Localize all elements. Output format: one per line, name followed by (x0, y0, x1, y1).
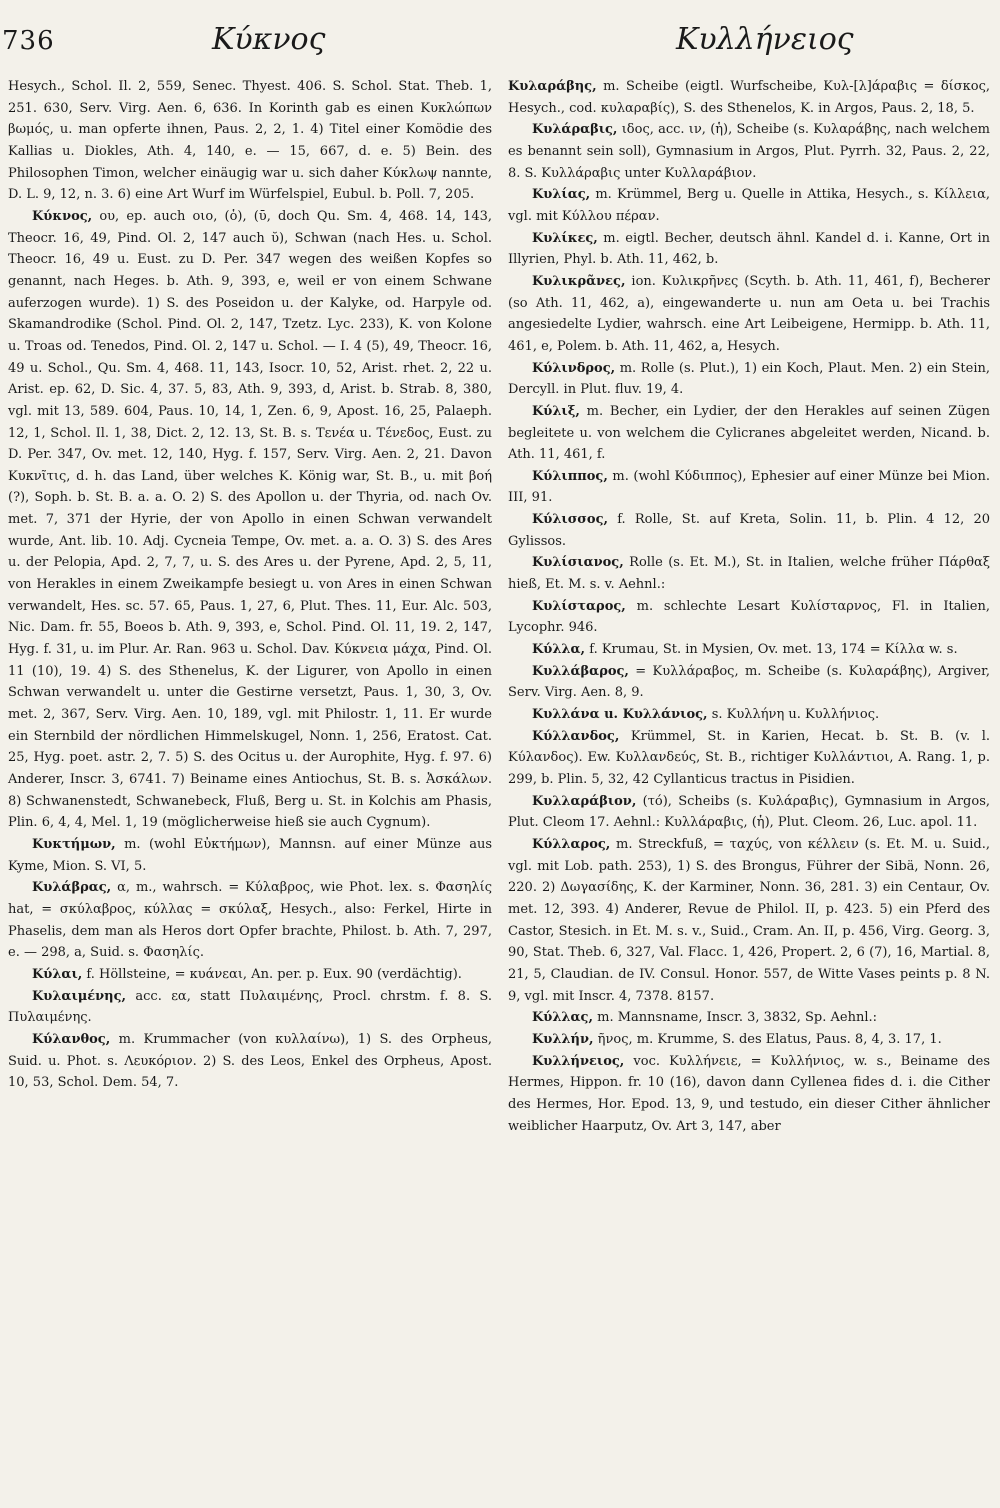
dictionary-entry (508, 271, 990, 358)
entry-text: acc. εα, statt Πυλαιμένης, Procl. chrstm. f. 8. S. Πυλαιμένης. (8, 988, 492, 1026)
entry-headword: Κυλλήν, (532, 1031, 594, 1047)
entry-text: (τό), Scheibs (s. Κυλάραβις), Gymnasium in Argos, Plut. Cleom 17. Aehnl.: Κυλλάραβις, (ἡ), Plut. Cleom. 26, Luc. apol. 11. (508, 793, 990, 831)
entry-text: f. Höllsteine, = κυάνεαι, An. per. p. Eux. 90 (verdächtig). (82, 966, 462, 982)
dictionary-entry (8, 834, 492, 877)
entry-headword: Κυλλάβαρος, (532, 663, 629, 679)
entry-text: = Κυλλάραβος, m. Scheibe (s. Κυλαράβης), Argiver, Serv. Virg. Aen. 8, 9. (508, 663, 990, 701)
entry-text: ου, ep. auch οιο, (ὁ), (ῡ, doch Qu. Sm. 4, 468. 14, 143, Theocr. 16, 49, Pind. Ol. 2, 147 auch ῠ), Schwan (nach Hes. u. Schol. Theocr. 16, 49 u. Eust. zu D. Per. 347 wegen des weißen Kopfes so genannt, nach Heges. b. Ath. 9, 393, e, weil er von einem Schwane auferzogen wurde). 1) S. des Poseidon u. der Kalyke, od. Harpyle od. Skamandrodike (Schol. Pind. Ol. 2, 147, Tzetz. Lyc. 233), K. von Kolone u. Troas od. Tenedos, Pind. Ol. 2, 147 u. Schol. — I. 4 (5), 49, Theocr. 16, 49 u. Schol., Qu. Sm. 4, 468. 11, 143, Isocr. 10, 52, Arist. rhet. 2, 22 u. Arist. ep. 62, D. Sic. 4, 37. 5, 83, Ath. 9, 393, d, Arist. b. Strab. 8, 380, vgl. mit 13, 589. 604, Paus. 10, 14, 1, Zen. 6, 9, Apost. 16, 25, Palaeph. 12, 1, Schol. Il. 1, 38, Dict. 2, 12. 13, St. B. s. Τενέα u. Τένεδος, Eust. zu D. Per. 347, Ov. met. 12, 140, Hyg. f. 157, Serv. Virg. Aen. 2, 21. Davon Κυκνῖτις, d. h. das Land, über welches K. König war, St. B., u. mit βοή (?), Soph. b. St. B. a. a. O. 2) S. des Apollon u. der Thyria, od. nach Ov. met. 7, 371 der Hyrie, der von Apollo in einen Schwan verwandelt wurde, Ant. lib. 10. Adj. Cycneia Tempe, Ov. met. a. a. O. 3) S. des Ares u. der Pelopia, Apd. 2, 7, 7, u. S. des Ares u. der Pyrene, Apd. 2, 5, 11, von Herakles in einem Zweikampfe besiegt u. von Ares in einen Schwan verwandelt, Hes. sc. 57. 65, Paus. 1, 27, 6, Plut. Thes. 11, Eur. Alc. 503, Nic. Dam. fr. 55, Boeos b. Ath. 9, 393, e, Schol. Pind. Ol. 11, 19. 2, 147, Hyg. f. 31, u. im Plur. Ar. Ran. 963 u. Schol. Dav. Κύκνεια μάχα, Pind. Ol. 11 (10), 19. 4) S. des Sthenelus, K. der Ligurer, von Apollo in einen Schwan verwandelt u. unter die Gestirne versetzt, Paus. 1, 30, 3, Ov. met. 2, 367, Serv. Virg. Aen. 10, 189, vgl. mit Philostr. 1, 11. Er wurde ein Sternbild der nördlichen Himmelskugel, Nonn. 1, 256, Eratost. Cat. 25, Hyg. poet. astr. 2, 7. 5) S. des Ocitus u. der Aurophite, Hyg. f. 97. 6) Anderer, Inscr. 3, 6741. 7) Beiname eines Antiochus, St. B. s. Ἀσκάλων. 8) Schwanenstedt, Schwanebeck, Fluß, Berg u. St. in Kolchis am Phasis, Plin. 6, 4, 4, Mel. 1, 19 (möglicherweise hieß sie auch Cygnum). (8, 208, 492, 831)
dictionary-entry (508, 791, 990, 834)
dictionary-entry (508, 596, 990, 639)
entry-text: m. Mannsname, Inscr. 3, 3832, Sp. Aehnl.: (593, 1010, 877, 1026)
dictionary-entry (508, 552, 990, 595)
entry-headword: Κυλικρᾶνες, (532, 273, 626, 289)
entry-text: ῆνος, m. Krumme, S. des Elatus, Paus. 8, 4, 3. 17, 1. (593, 1031, 942, 1047)
entry-text: s. Κυλλήνη u. Κυλλήνιος. (707, 707, 880, 723)
entry-headword: Κυλάβρας, (32, 880, 112, 896)
dictionary-entry (508, 76, 990, 119)
entry-text: m. Becher, ein Lydier, der den Herakles auf seinen Zügen begleitete u. von welchem die Cylicranes abgeleitet werden, Nicand. b. Ath. 11, 461, f. (508, 403, 990, 463)
dictionary-entry (508, 834, 990, 1007)
entry-text: m. (wohl Κύδιππος), Ephesier auf einer Münze bei Mion. III, 91. (508, 468, 990, 506)
entry-headword: Κύλλα, (532, 642, 586, 658)
entry-text: m. Krummacher (von κυλλαίνω), 1) S. des Orpheus, Suid. u. Phot. s. Λευκόριον. 2) S. des Leos, Enkel des Orpheus, Apost. 10, 53, Schol. Dem. 54, 7. (8, 1031, 492, 1091)
entry-headword: Κύλαι, (32, 966, 83, 982)
dictionary-entry (508, 661, 990, 704)
dictionary-entry (8, 206, 492, 834)
dictionary-entry (508, 358, 990, 401)
entry-text: m. schlechte Lesart Κυλίσταρνος, Fl. in Italien, Lycophr. 946. (508, 598, 990, 636)
entry-text: ion. Κυλικρῆνες (Scyth. b. Ath. 11, 461, f), Becherer (so Ath. 11, 462, a), eingewanderte u. nun am Oeta u. bei Trachis angesiedelte Lydier, wahrsch. eine Art Leibeigene, Hermipp. b. Ath. 11, 461, e, Polem. b. Ath. 11, 462, a, Hesych. (508, 273, 990, 354)
entry-headword: Κύλλανδος, (532, 728, 620, 744)
entry-text: m. eigtl. Becher, deutsch ähnl. Kandel d. i. Kanne, Ort in Illyrien, Phyl. b. Ath. 11, 462, b. (508, 230, 990, 268)
entry-text: m. Scheibe (eigtl. Wurfscheibe, Κυλ-[λ]άραβις = δίσκος, Hesych., cod. κυλαραβίς), S. des Sthenelos, K. in Argos, Paus. 2, 18, 5. (508, 79, 990, 116)
dictionary-entry (8, 986, 492, 1029)
dictionary-entry (508, 119, 990, 184)
entry-text: f. Rolle, St. auf Kreta, Solin. 11, b. Plin. 4 12, 20 Gylissos. (508, 512, 990, 549)
dictionary-entry (508, 1029, 990, 1051)
entry-text: m. Krümmel, Berg u. Quelle in Attika, Hesych., s. Κίλλεια, vgl. mit Κύλλου πέραν. (508, 187, 990, 224)
dictionary-entry (508, 704, 990, 726)
entry-headword: Κύλινδρος, (532, 360, 616, 376)
dictionary-entry (8, 877, 492, 964)
dictionary-entry (8, 1029, 492, 1094)
dictionary-entry (508, 228, 990, 271)
entry-headword: Κυλαιμένης, (32, 988, 127, 1004)
entry-text: f. Krumau, St. in Mysien, Ov. met. 13, 174 = Κίλλα w. s. (585, 642, 958, 658)
dictionary-entry (508, 184, 990, 227)
entry-text: voc. Κυλλήνειε, = Κυλλήνιος, w. s., Beiname des Hermes, Hippon. fr. 10 (16), davon dann Cyllenea fides d. i. die Cither des Hermes, Hor. Epod. 13, 9, und testudo, ein dieser Cither ähnlicher weiblicher Haarputz, Ov. Art 3, 147, aber (508, 1053, 990, 1134)
entry-text: m. Streckfuß, = ταχύς, von κέλλειν (s. Et. M. u. Suid., vgl. mit Lob. path. 253), 1) S. des Brongus, Führer der Sibä, Nonn. 26, 220. 2) Δωγασίδης, K. der Karminer, Nonn. 36, 281. 3) ein Centaur, Ov. met. 12, 393. 4) Anderer, Revue de Philol. II, p. 423. 5) ein Pferd des Castor, Stesich. in Et. M. s. v., Suid., Cram. An. II, p. 456, Virg. Georg. 3, 90, Stat. Theb. 6, 327, Val. Flacc. 1, 426, Propert. 2, 6 (7), 16, Martial. 8, 21, 5, Claudian. de IV. Consul. Honor. 557, de Witte Vases peints p. 8 N. 9, vgl. mit Inscr. 4, 7378. 8157. (508, 836, 990, 1004)
entry-text: m. Rolle (s. Plut.), 1) ein Koch, Plaut. Men. 2) ein Stein, Dercyll. in Plut. fluv. 19, 4. (508, 360, 990, 398)
entry-headword: Κυλίας, (532, 187, 591, 203)
entry-text: Hesych., Schol. Il. 2, 559, Senec. Thyest. 406. S. Schol. Stat. Theb. 1, 251. 630, Serv. Virg. Aen. 6, 636. In Korinth gab es einen Κυκλώπων βωμός, u. man opferte ihnen, Paus. 2, 2, 1. 4) Titel einer Komödie des Kallias u. Diokles, Ath. 4, 140, e. — 15, 667, d. e. 5) Bein. des Philosophen Timon, welcher einäugig war u. sich daher Κύκλωψ nannte, D. L. 9, 12, n. 3. 6) eine Art Wurf im Würfelspiel, Eubul. b. Poll. 7, 205. (8, 79, 492, 203)
continued-entry (8, 76, 492, 206)
dictionary-entry (508, 1051, 990, 1138)
dictionary-entry (8, 964, 492, 986)
dictionary-entry (508, 639, 990, 661)
entry-headword: Κύλανθος, (32, 1031, 111, 1047)
entry-headword: Κυκτήμων, (32, 836, 116, 852)
entry-headword: Κυλάραβις, (532, 122, 618, 138)
entry-text: m. (wohl Εὐκτήμων), Mannsn. auf einer Münze aus Kyme, Mion. S. VI, 5. (8, 836, 492, 874)
dictionary-entry (508, 401, 990, 466)
entry-headword: Κύλιξ, (532, 403, 580, 419)
entry-headword: Κύλιππος, (532, 468, 608, 484)
entry-headword: Κυλλάνα u. Κυλλάνιος, (532, 707, 708, 723)
left-column (8, 76, 492, 1094)
entry-text: Rolle (s. Et. M.), St. in Italien, welche früher Πάρθαξ hieß, Et. M. s. v. Aehnl.: (508, 555, 990, 593)
entry-headword: Κυλίκες, (532, 230, 598, 246)
right-column (508, 76, 990, 1137)
right-running-headword: Κυλλήνειος (676, 22, 854, 57)
dictionary-entry (508, 466, 990, 509)
entry-headword: Κύλλας, (532, 1010, 593, 1026)
page-number: 736 (2, 26, 55, 56)
entry-text: Krümmel, St. in Karien, Hecat. b. St. B. (v. l. Κύλανδος). Ew. Κυλλανδεύς, St. B., richtiger Κυλλάντιοι, A. Rang. 1, p. 299, b. Plin. 5, 32, 42 Cyllanticus tractus in Pisidien. (508, 728, 990, 787)
entry-headword: Κυλαράβης, (508, 79, 597, 94)
entry-headword: Κυλλαράβιον, (532, 793, 637, 809)
entry-headword: Κυλίσιανος, (532, 555, 624, 571)
entry-text: α, m., wahrsch. = Κύλαβρος, wie Phot. lex. s. Φασηλίς hat, = σκύλαβρος, κύλλας = σκύλαξ, Hesych., also: Ferkel, Hirte in Phaselis, dem man als Heros dort Opfer brachte, Philost. b. Ath. 7, 297, e. — 298, a, Suid. s. Φασηλίς. (8, 880, 492, 961)
dictionary-entry (508, 1007, 990, 1029)
left-running-headword: Κύκνος (212, 22, 326, 57)
entry-headword: Κυλλήνειος, (532, 1053, 625, 1069)
entry-headword: Κύλισσος, (532, 512, 609, 528)
entry-headword: Κυλίσταρος, (532, 598, 626, 614)
dictionary-entry (508, 726, 990, 791)
entry-headword: Κύκνος, (32, 208, 93, 224)
entry-headword: Κύλλαρος, (532, 836, 611, 852)
dictionary-entry (508, 509, 990, 552)
entry-text: ιδος, acc. ιν, (ἡ), Scheibe (s. Κυλαράβης, nach welchem es benannt sein soll), Gymnasium in Argos, Plut. Pyrrh. 32, Paus. 2, 22, 8. S. Κυλλάραβις unter Κυλλαράβιον. (508, 122, 990, 181)
